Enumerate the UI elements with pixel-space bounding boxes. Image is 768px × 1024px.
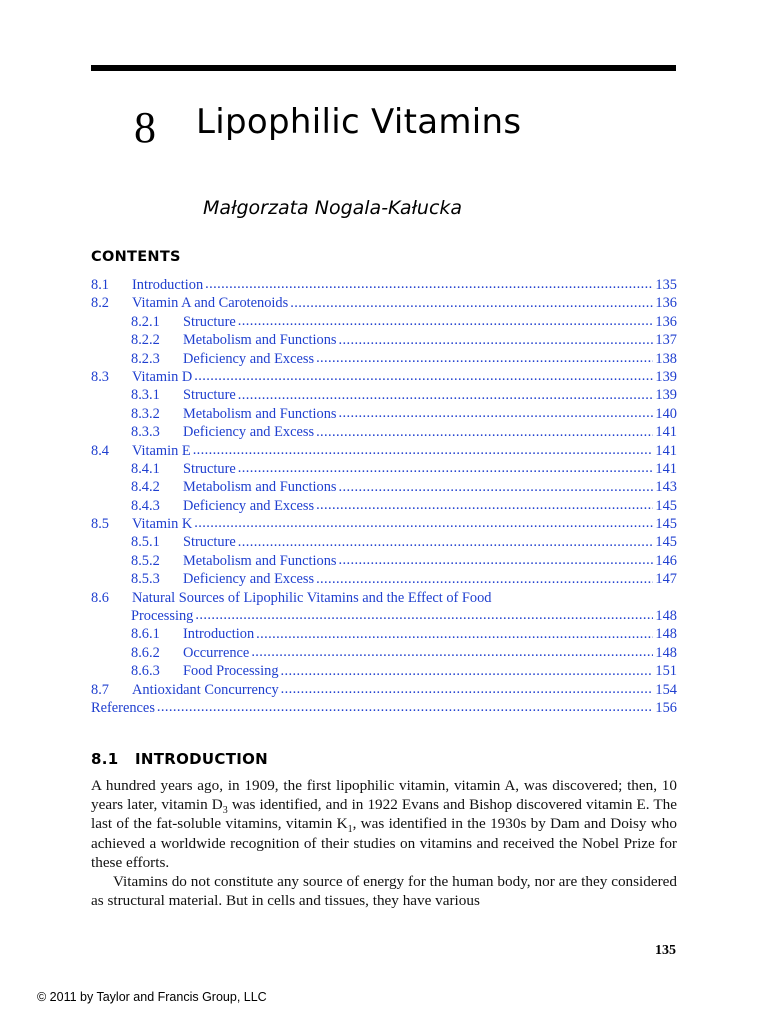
toc-entry[interactable] bbox=[91, 570, 677, 588]
toc-entry-number: 8.3.2 bbox=[131, 405, 160, 422]
toc-entry[interactable] bbox=[91, 644, 677, 662]
toc-dot-leader bbox=[238, 533, 654, 549]
chapter-title: Lipophilic Vitamins bbox=[196, 102, 522, 142]
toc-dot-leader bbox=[194, 367, 653, 383]
toc-entry-title: Processing bbox=[131, 608, 194, 625]
toc-entry-number: 8.2.1 bbox=[131, 313, 160, 330]
toc-dot-leader bbox=[316, 349, 653, 365]
toc-entry-page: 145 bbox=[655, 534, 677, 551]
toc-entry-number: 8.5.3 bbox=[131, 571, 160, 588]
paragraph-1-part-a: A hundred years ago, in 1909, the first lipophilic vitamin, vitamin A, was discovered; then, 10 years later, vitamin D bbox=[91, 777, 677, 814]
toc-entry-page: 148 bbox=[655, 608, 677, 625]
toc-entry-page: 137 bbox=[655, 332, 677, 349]
toc-entry-page: 151 bbox=[655, 663, 677, 680]
paragraph-1 bbox=[91, 776, 677, 872]
toc-entry-title: Antioxidant Concurrency bbox=[132, 681, 279, 698]
toc-entry-title: Deficiency and Excess bbox=[183, 571, 315, 588]
toc-entry-page: 139 bbox=[655, 368, 677, 385]
toc-entry-number: 8.7 bbox=[91, 681, 109, 698]
toc-entry-page: 146 bbox=[655, 552, 677, 569]
toc-dot-leader bbox=[339, 331, 654, 347]
toc-entry-title: Introduction bbox=[132, 277, 204, 293]
toc-entry-page: 141 bbox=[655, 442, 677, 459]
toc-dot-leader bbox=[256, 625, 653, 641]
toc-dot-leader bbox=[194, 514, 653, 530]
toc-dot-leader bbox=[281, 680, 654, 696]
toc-entry-number: 8.3.1 bbox=[131, 387, 160, 404]
toc-entry[interactable] bbox=[91, 405, 677, 423]
toc-entry[interactable] bbox=[91, 331, 677, 349]
toc-entry[interactable] bbox=[91, 533, 677, 551]
toc-dot-leader bbox=[238, 386, 654, 402]
chapter-number: 8 bbox=[134, 103, 156, 152]
toc-entry[interactable] bbox=[91, 552, 677, 570]
paragraph-1-part-b: was identified, and in 1922 Evans and Bishop discovered vitamin E. The last of the fat-soluble vitamins, vitamin K bbox=[91, 796, 677, 833]
toc-entry[interactable] bbox=[91, 368, 677, 386]
toc-entry[interactable] bbox=[91, 294, 677, 312]
toc-dot-leader bbox=[281, 662, 654, 678]
toc-entry[interactable] bbox=[91, 515, 677, 533]
toc-entry[interactable] bbox=[91, 662, 677, 680]
section-number: 8.1 bbox=[91, 750, 119, 768]
toc-entry[interactable] bbox=[91, 276, 677, 294]
toc-entry-number: 8.4.1 bbox=[131, 460, 160, 477]
toc-entry-title: Vitamin D bbox=[132, 368, 193, 385]
toc-entry-title: Structure bbox=[183, 387, 236, 404]
toc-entry-page: 143 bbox=[655, 479, 677, 496]
toc-entry-number: 8.6.3 bbox=[131, 663, 160, 680]
toc-entry[interactable] bbox=[91, 460, 677, 478]
toc-entry-title: Structure bbox=[183, 460, 236, 477]
toc-entry[interactable] bbox=[91, 423, 677, 441]
toc-entry[interactable] bbox=[91, 313, 677, 331]
toc-dot-leader bbox=[195, 606, 653, 622]
toc-entry-title: Metabolism and Functions bbox=[183, 552, 337, 569]
toc-entry-title: Introduction bbox=[183, 626, 255, 643]
chapter-top-rule bbox=[91, 65, 676, 71]
toc-entry-title: Occurrence bbox=[183, 644, 250, 661]
toc-dot-leader bbox=[251, 643, 653, 659]
toc-entry[interactable] bbox=[91, 350, 677, 368]
section-title: INTRODUCTION bbox=[135, 750, 269, 768]
toc-entry[interactable] bbox=[91, 497, 677, 515]
toc-entry-number: 8.3.3 bbox=[131, 424, 160, 441]
toc-entry-number: 8.4.2 bbox=[131, 479, 160, 496]
toc-entry-title: Natural Sources of Lipophilic Vitamins and the Effect of Food bbox=[132, 589, 492, 606]
toc-dot-leader bbox=[339, 404, 654, 420]
chapter-author: Małgorzata Nogala-Kałucka bbox=[203, 197, 463, 219]
toc-entry[interactable] bbox=[91, 589, 677, 607]
toc-entry-number: 8.2.2 bbox=[131, 332, 160, 349]
toc-entry-title: Structure bbox=[183, 534, 236, 551]
paragraph-2: Vitamins do not constitute any source of energy for the human body, nor are they considered as structural material. But in cells and tissues, they have various bbox=[91, 873, 677, 910]
toc-entry-number: 8.4.3 bbox=[131, 497, 160, 514]
toc-entry-title: References bbox=[91, 699, 155, 716]
copyright-notice: © 2011 by Taylor and Francis Group, LLC bbox=[37, 990, 267, 1004]
toc-entry-page: 147 bbox=[655, 571, 677, 588]
toc-entry-page: 136 bbox=[655, 295, 677, 312]
toc-entry-page: 140 bbox=[655, 405, 677, 422]
toc-entry-title: Deficiency and Excess bbox=[183, 424, 315, 441]
toc-entry-page: 156 bbox=[655, 699, 677, 716]
toc-entry-number: 8.5.2 bbox=[131, 552, 160, 569]
toc-entry-number: 8.2.3 bbox=[131, 350, 160, 367]
toc-entry-title: Metabolism and Functions bbox=[183, 332, 337, 349]
subscript-k1: 1 bbox=[347, 824, 353, 836]
toc-entry-number: 8.4 bbox=[91, 442, 109, 459]
toc-dot-leader bbox=[290, 294, 653, 310]
subscript-d3: 3 bbox=[222, 805, 228, 817]
toc-entry-number: 8.5.1 bbox=[131, 534, 160, 551]
toc-entry-page: 136 bbox=[655, 313, 677, 330]
paragraph-1-part-c: , was identified in the 1930s by Dam and Doisy who achieved a worldwide recognition of their studies on vitamins and received the Nobel Prize for these efforts. bbox=[91, 815, 677, 871]
section-heading bbox=[91, 747, 268, 771]
toc-entry-title: Metabolism and Functions bbox=[183, 405, 337, 422]
toc-entry-number: 8.6 bbox=[91, 589, 109, 606]
toc-entry[interactable] bbox=[91, 625, 677, 643]
toc-entry-page: 141 bbox=[655, 424, 677, 441]
toc-entry-page: 138 bbox=[655, 350, 677, 367]
toc-dot-leader bbox=[316, 570, 653, 586]
toc-dot-leader bbox=[339, 551, 654, 567]
contents-heading: CONTENTS bbox=[91, 249, 181, 265]
toc-entry-page: 148 bbox=[655, 626, 677, 643]
toc-entry-page: 135 bbox=[655, 277, 677, 293]
toc-entry-title: Metabolism and Functions bbox=[183, 479, 337, 496]
body-text bbox=[91, 776, 677, 910]
toc-entry[interactable] bbox=[91, 699, 677, 717]
toc-entry-number: 8.1 bbox=[91, 277, 109, 293]
toc-dot-leader bbox=[316, 496, 653, 512]
toc-entry-number: 8.2 bbox=[91, 295, 109, 312]
toc-entry-number: 8.6.2 bbox=[131, 644, 160, 661]
table-of-contents bbox=[91, 276, 677, 717]
toc-entry-title: Deficiency and Excess bbox=[183, 350, 315, 367]
toc-entry-page: 145 bbox=[655, 516, 677, 533]
toc-entry-page: 148 bbox=[655, 644, 677, 661]
toc-entry-title: Vitamin A and Carotenoids bbox=[132, 295, 289, 312]
toc-entry-number: 8.5 bbox=[91, 516, 109, 533]
toc-entry[interactable] bbox=[91, 607, 677, 625]
toc-entry-title: Vitamin E bbox=[132, 442, 191, 459]
toc-entry-title: Deficiency and Excess bbox=[183, 497, 315, 514]
toc-entry-number: 8.6.1 bbox=[131, 626, 160, 643]
toc-entry[interactable] bbox=[91, 442, 677, 460]
toc-dot-leader bbox=[193, 441, 654, 457]
toc-entry-page: 141 bbox=[655, 460, 677, 477]
toc-entry-title: Food Processing bbox=[183, 663, 279, 680]
toc-dot-leader bbox=[238, 312, 654, 328]
toc-entry-number: 8.3 bbox=[91, 368, 109, 385]
toc-dot-leader bbox=[316, 423, 653, 439]
toc-entry-title: Structure bbox=[183, 313, 236, 330]
toc-dot-leader bbox=[339, 478, 654, 494]
toc-dot-leader bbox=[157, 698, 653, 714]
page-number: 135 bbox=[655, 943, 676, 958]
toc-entry-page: 145 bbox=[655, 497, 677, 514]
toc-entry[interactable] bbox=[91, 478, 677, 496]
toc-entry[interactable] bbox=[91, 681, 677, 699]
toc-dot-leader bbox=[205, 275, 653, 291]
toc-dot-leader bbox=[238, 459, 654, 475]
toc-entry-page: 154 bbox=[655, 681, 677, 698]
toc-entry[interactable] bbox=[91, 386, 677, 404]
toc-entry-title: Vitamin K bbox=[132, 516, 193, 533]
toc-entry-page: 139 bbox=[655, 387, 677, 404]
